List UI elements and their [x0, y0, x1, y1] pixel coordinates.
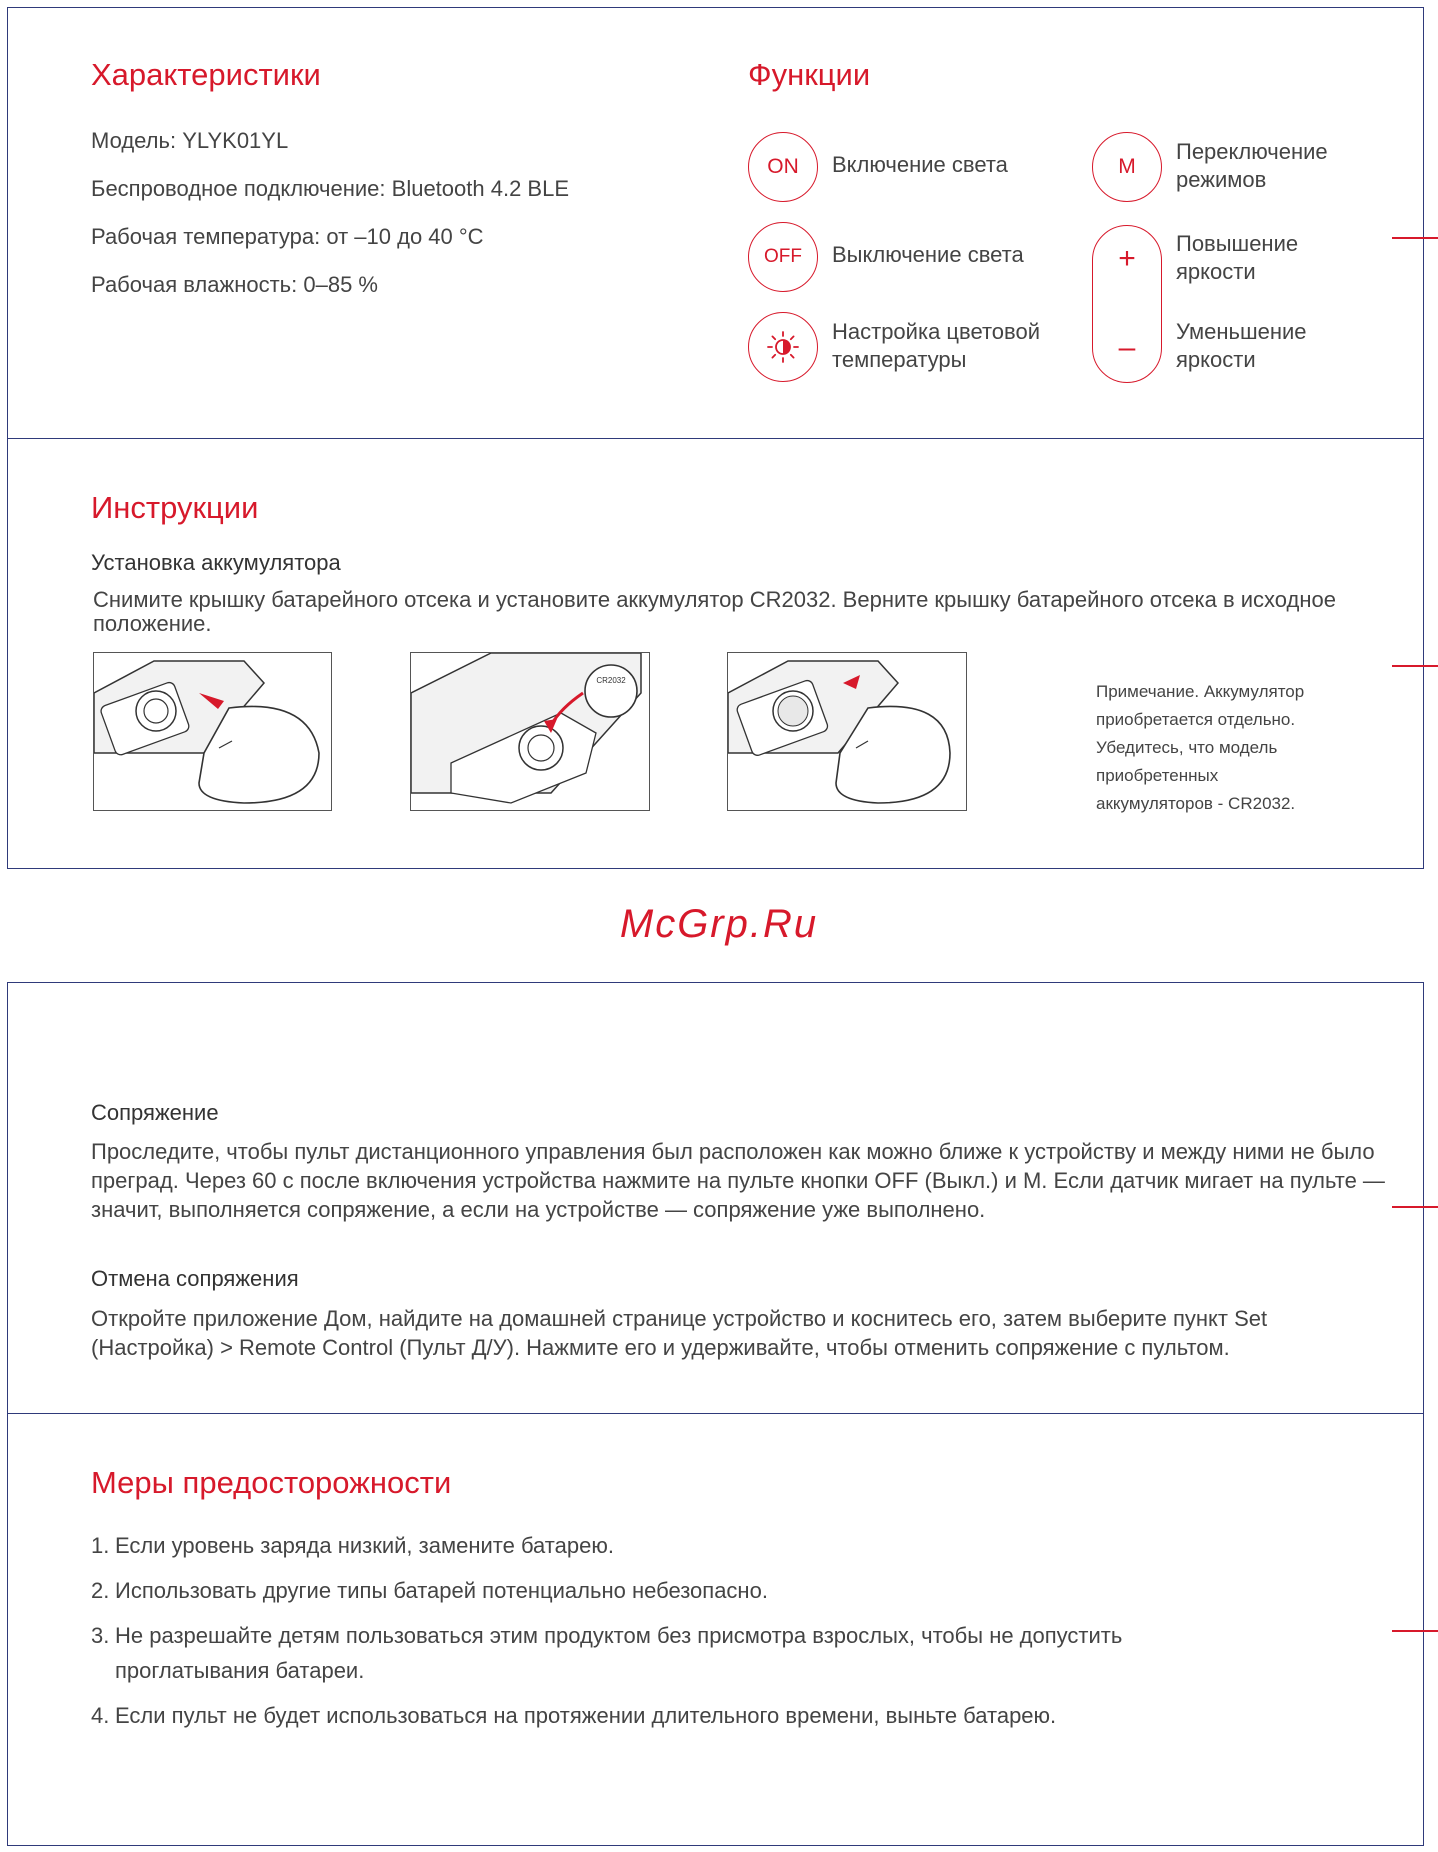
spec-temperature: Рабочая температура: от –10 до 40 °C: [91, 224, 484, 249]
list-item-number: 4.: [91, 1703, 110, 1728]
side-mark: [1392, 1206, 1438, 1208]
brightness-up-line1: Повышение: [1176, 231, 1299, 256]
specs-title: Характеристики: [91, 57, 321, 92]
mode-label-line2: режимов: [1176, 167, 1267, 192]
pairing-subtitle: Сопряжение: [91, 1100, 219, 1125]
battery-note: [1096, 678, 1304, 818]
note-line-5: аккумуляторов - CR2032.: [1096, 794, 1296, 813]
battery-install-text: Снимите крышку батарейного отсека и установите аккумулятор CR2032. Верните крышку батарейного отсека в исходное положение.: [93, 587, 1337, 636]
mode-function-label: [1176, 138, 1328, 194]
note-line-4: приобретенных: [1096, 766, 1219, 785]
plus-icon: +: [1118, 242, 1136, 275]
note-line-3: Убедитесь, что модель: [1096, 738, 1278, 757]
list-item-text: Если пульт не будет использоваться на протяжении длительного времени, выньте батарею.: [115, 1703, 1057, 1728]
on-button-icon: ON: [748, 132, 818, 202]
list-item-text: Использовать другие типы батарей потенциально небезопасно.: [115, 1578, 768, 1603]
brightness-down-line2: яркости: [1176, 347, 1256, 372]
color-temperature-label: [832, 318, 1040, 374]
note-line-2: приобретается отдельно.: [1096, 710, 1296, 729]
list-item: [91, 1698, 1291, 1733]
list-item-text: Не разрешайте детям пользоваться этим продуктом без присмотра взрослых, чтобы не допустить проглатывания батареи.: [115, 1623, 1123, 1683]
instructions-title: Инструкции: [91, 490, 259, 525]
off-function-label: Выключение света: [832, 242, 1024, 267]
color-temperature-label-line1: Настройка цветовой: [832, 319, 1040, 344]
side-mark: [1392, 1630, 1438, 1632]
off-button-icon: OFF: [748, 222, 818, 292]
on-function-label: Включение света: [832, 152, 1008, 177]
spec-humidity: Рабочая влажность: 0–85 %: [91, 272, 378, 297]
unpairing-text: Откройте приложение Дом, найдите на домашней странице устройство и коснитесь его, затем выберите пункт Set (Настройка) > Remote Control (Пульт Д/У). Нажмите его и удерживайте, чтобы отменить сопряжение с пультом.: [91, 1306, 1268, 1360]
list-item: [91, 1528, 1291, 1563]
battery-step1-illustration: [93, 652, 332, 811]
side-mark: [1392, 665, 1438, 667]
battery-install-subtitle: Установка аккумулятора: [91, 550, 341, 575]
note-line-1: Примечание. Аккумулятор: [1096, 682, 1305, 701]
section-divider: [8, 1413, 1423, 1414]
list-item: [91, 1573, 1291, 1608]
list-item-number: 1.: [91, 1533, 110, 1558]
color-temperature-icon: [748, 312, 818, 382]
brightness-up-label: [1176, 230, 1298, 286]
brightness-down-line1: Уменьшение: [1176, 319, 1307, 344]
list-item-number: 2.: [91, 1578, 110, 1603]
color-temperature-label-line2: температуры: [832, 347, 967, 372]
battery-step2-illustration: [410, 652, 650, 811]
functions-title: Функции: [748, 57, 871, 92]
precautions-list: [91, 1528, 1291, 1743]
section-divider: [8, 438, 1423, 439]
list-item-number: 3.: [91, 1623, 110, 1648]
battery-label: CR2032: [596, 676, 626, 685]
side-mark: [1392, 237, 1438, 239]
spec-wireless: Беспроводное подключение: Bluetooth 4.2 BLE: [91, 176, 569, 201]
list-item: [91, 1618, 1291, 1688]
unpairing-subtitle: Отмена сопряжения: [91, 1266, 299, 1291]
precautions-title: Меры предосторожности: [91, 1465, 452, 1500]
watermark-text: McGrp.Ru: [619, 902, 819, 946]
mode-label-line1: Переключение: [1176, 139, 1328, 164]
sun-icon: [766, 330, 800, 364]
list-item-text: Если уровень заряда низкий, замените батарею.: [115, 1533, 614, 1558]
spec-model: Модель: YLYK01YL: [91, 128, 289, 153]
battery-step3-illustration: [727, 652, 967, 811]
brightness-up-line2: яркости: [1176, 259, 1256, 284]
pairing-text: Проследите, чтобы пульт дистанционного управления был расположен как можно ближе к устройству и между ними не было преград. Через 60 с после включения устройства нажмите на пульте кнопки OFF (Выкл.) и M. Если датчик мигает на пульте — значит, выполняется сопряжение, а если на устройстве — сопряжение уже выполнено.: [91, 1139, 1385, 1222]
minus-icon: –: [1118, 331, 1136, 364]
brightness-rocker-icon: [1092, 225, 1162, 383]
brightness-down-label: [1176, 318, 1307, 374]
mode-button-icon: M: [1092, 132, 1162, 202]
